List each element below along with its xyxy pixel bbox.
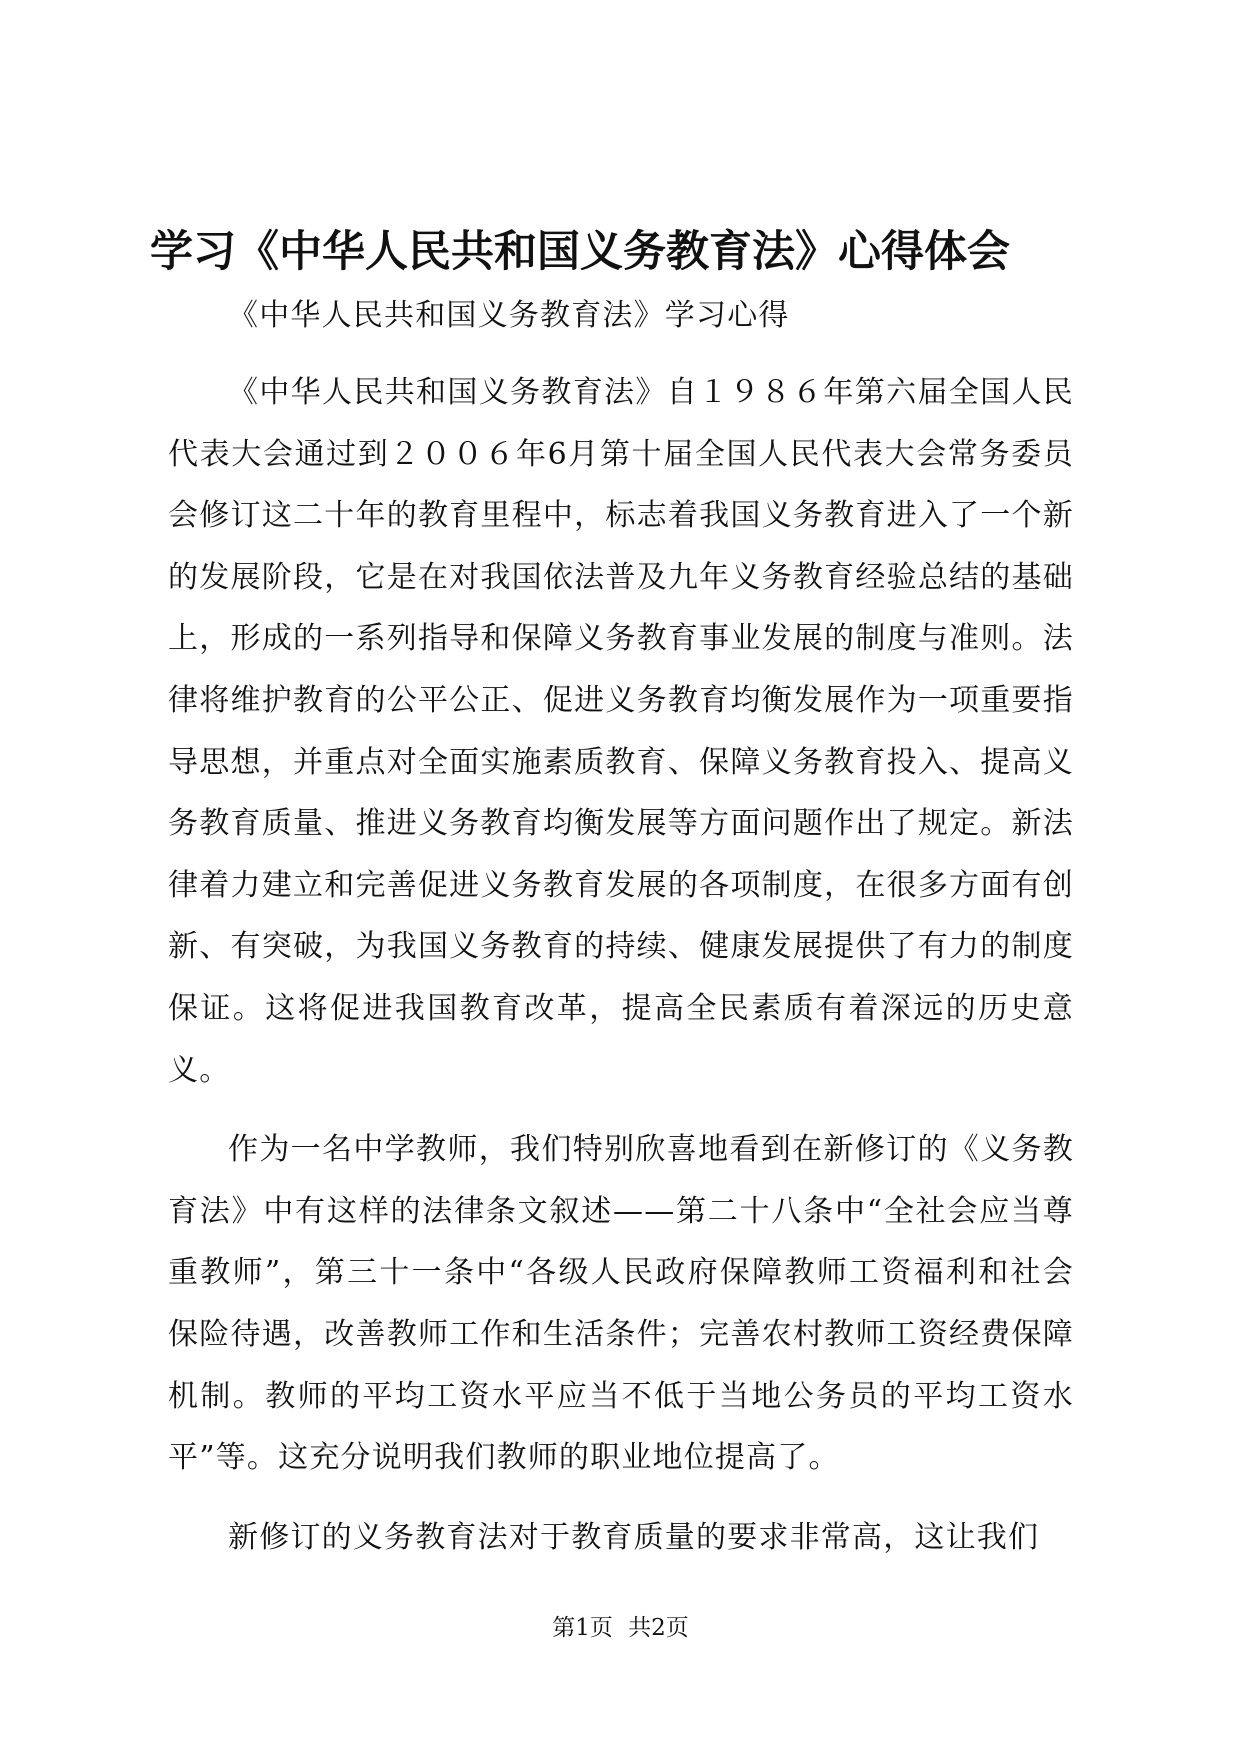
paragraph-1: 《中华人民共和国义务教育法》自１９８６年第六届全国人民代表大会通过到２００６年6月第十届全国人民代表大会常务委员会修订这二十年的教育里程中，标志着我国义务教育进入了一个新的发展阶段，它是在对我国依法普及九年义务教育经验总结的基础上，形成的一系列指导和保障义务教育事业发展的制度与准则。法律将维护教育的公平公正、促进义务教育均衡发展作为一项重要指导思想，并重点对全面实施素质教育、保障义务教育投入、提高义务教育质量、推进义务教育均衡发展等方面问题作出了规定。新法律着力建立和完善促进义务教育发展的各项制度，在很多方面有创新、有突破，为我国义务教育的持续、健康发展提供了有力的制度保证。这将促进我国教育改革，提高全民素质有着深远的历史意义。 xyxy=(168,375,1074,1088)
paragraph-3: 新修订的义务教育法对于教育质量的要求非常高，这让我们 xyxy=(228,1519,1040,1555)
page-total: 共2页 xyxy=(628,1615,689,1641)
document-body xyxy=(168,292,1074,1568)
document-subtitle: 《中华人民共和国义务教育法》学习心得 xyxy=(228,298,790,333)
paragraph-2: 作为一名中学教师，我们特别欣喜地看到在新修订的《义务教育法》中有这样的法律条文叙述——第二十八条中“全社会应当尊重教师”，第三十一条中“各级人民政府保障教师工资福利和社会保险待遇，改善教师工作和生活条件；完善农村教师工资经费保障机制。教师的平均工资水平应当不低于当地公务员的平均工资水平”等。这充分说明我们教师的职业地位提高了。 xyxy=(168,1132,1074,1476)
document-title: 学习《中华人民共和国义务教育法》心得体会 xyxy=(150,227,1010,277)
page-footer xyxy=(0,1612,1241,1644)
page-number: 第1页 xyxy=(552,1615,613,1641)
